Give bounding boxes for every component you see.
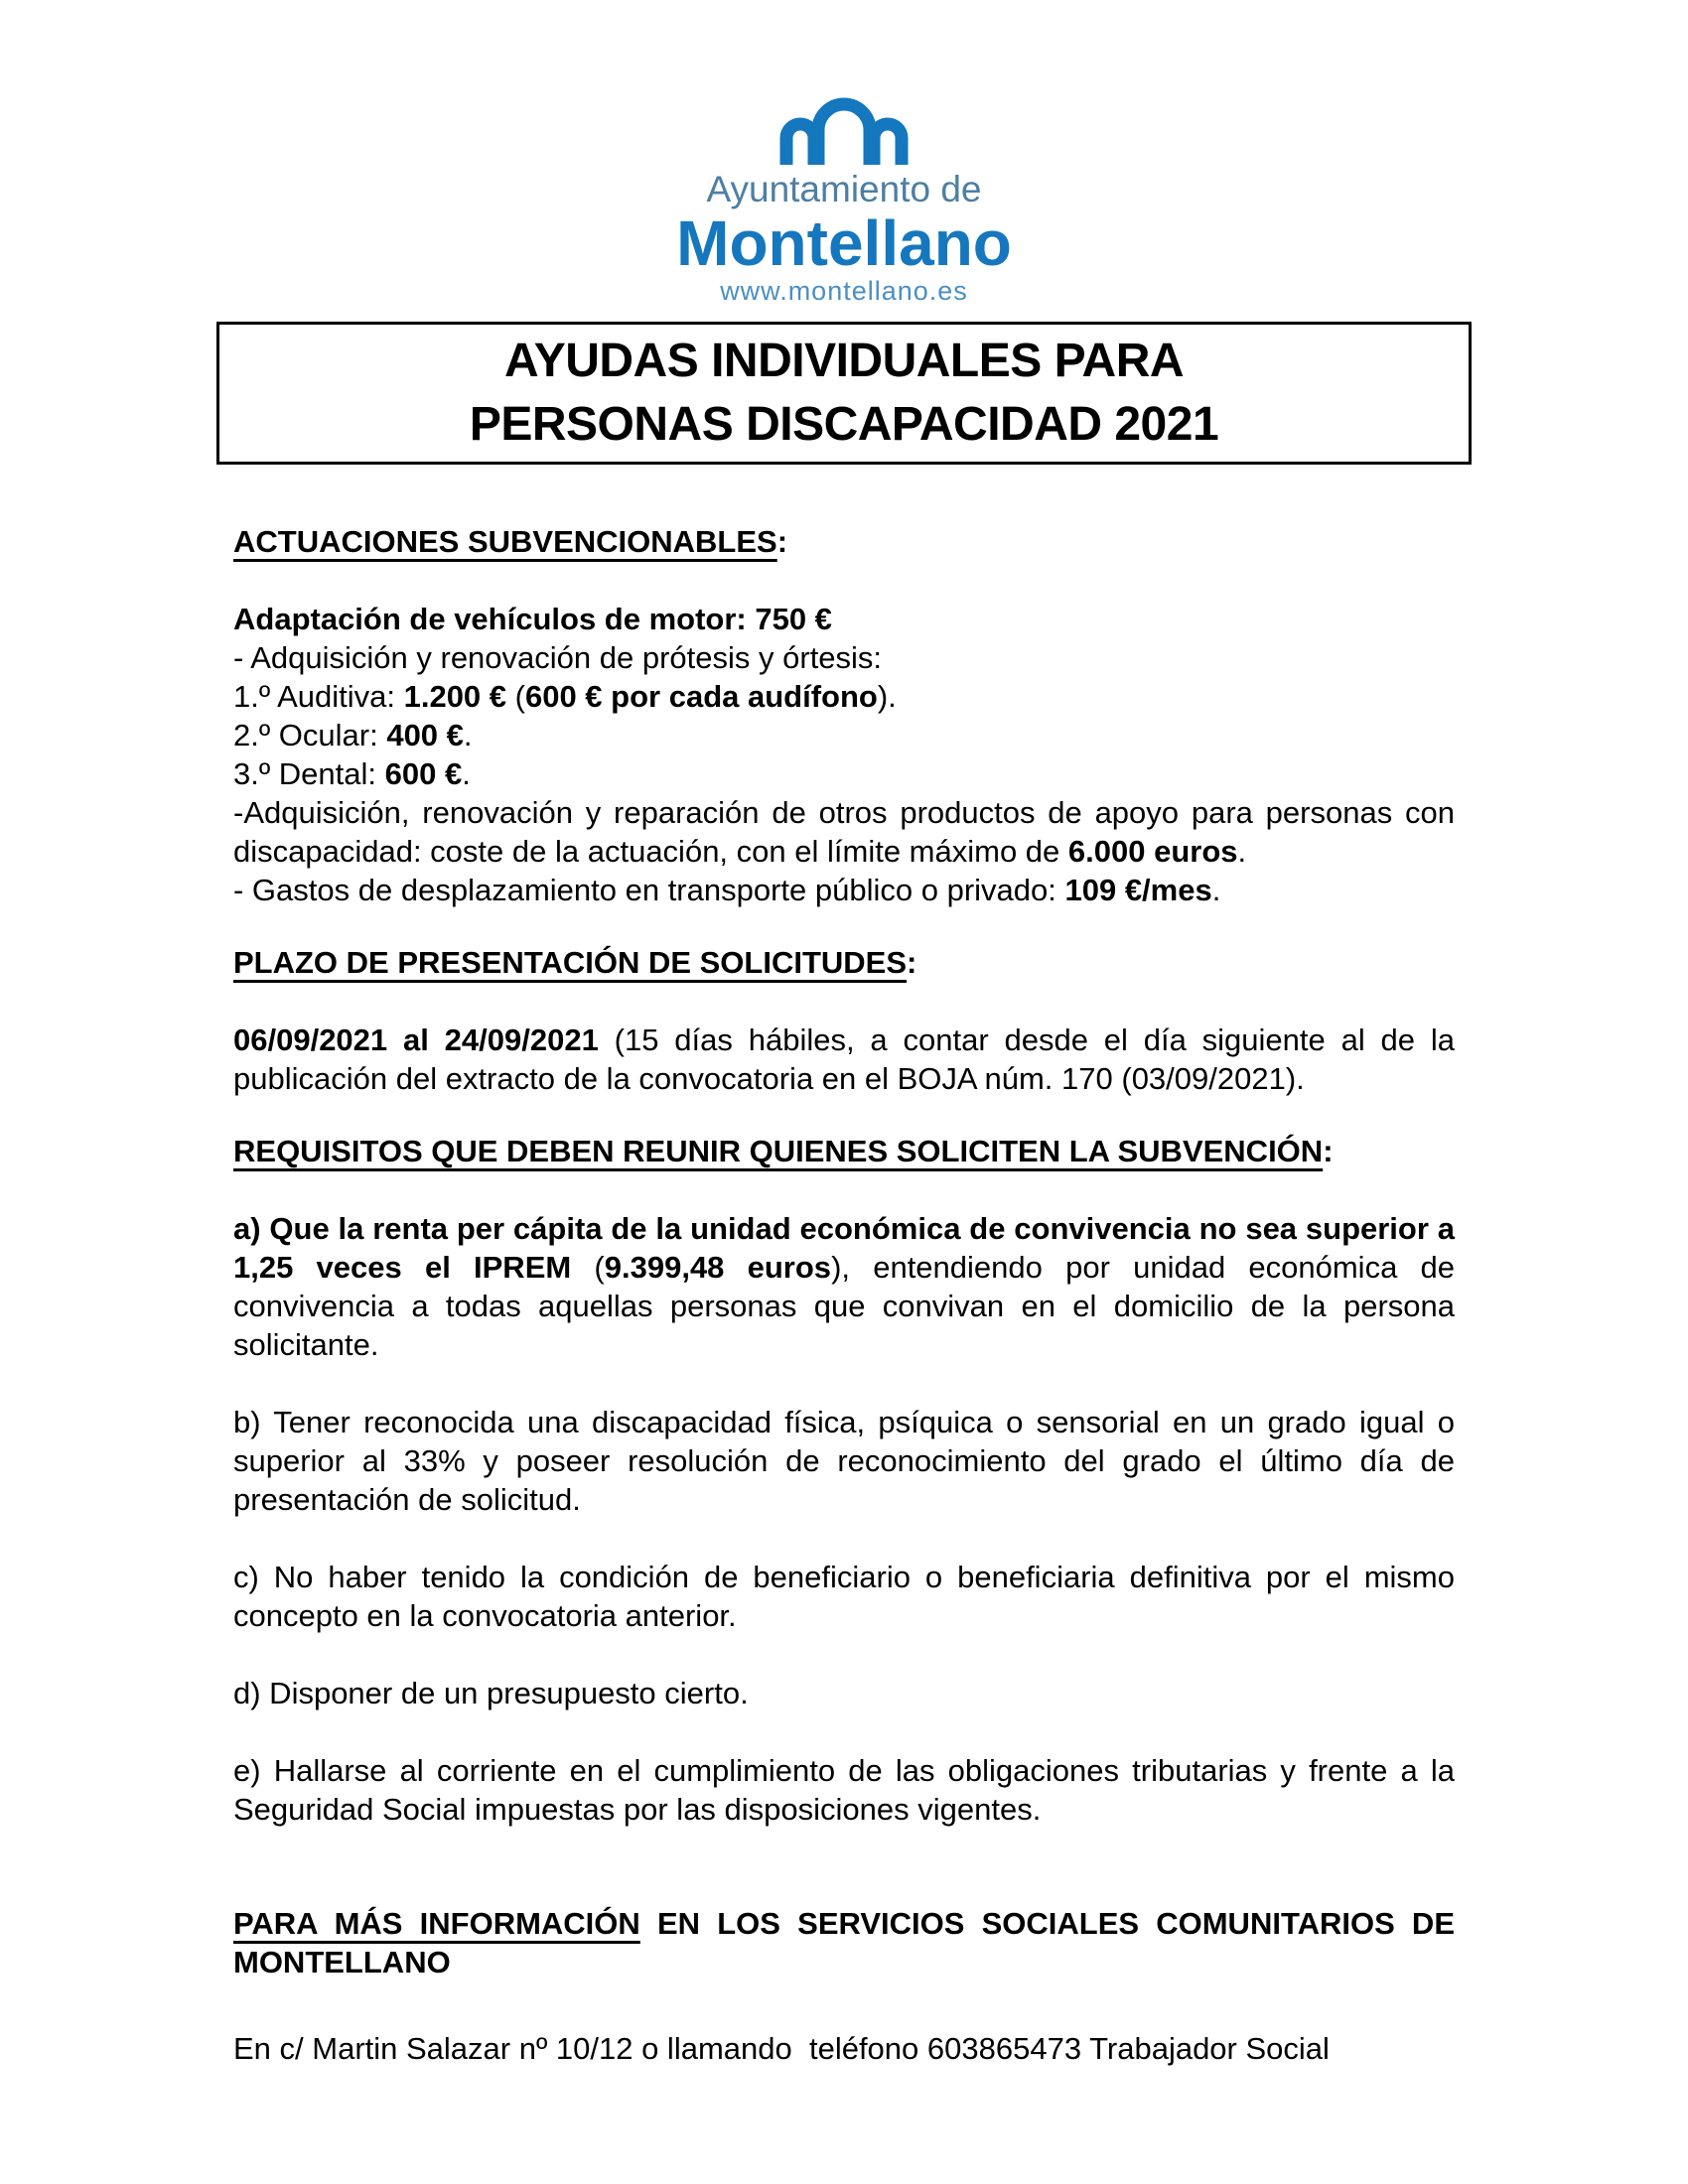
text-segment: Adaptación de vehículos de motor: 750 € (233, 602, 832, 636)
paragraph (233, 871, 1455, 909)
title-line-2: PERSONAS DISCAPACIDAD 2021 (469, 398, 1219, 451)
logo-brand-text: Montellano (676, 207, 1012, 279)
text-segment: 1.200 € (403, 679, 507, 714)
text-segment: 9.399,48 euros (604, 1250, 832, 1285)
text-segment: - Adquisición y renovación de prótesis y órtesis: (233, 640, 883, 675)
paragraph (233, 1558, 1455, 1635)
montellano-arches-icon (778, 97, 910, 165)
text-segment: En c/ Martin Salazar nº 10/12 o llamando teléfono 603865473 Trabajador Social (233, 2031, 1330, 2066)
paragraph (233, 1021, 1455, 1098)
text-segment: c) No haber tenido la condición de beneficiario o beneficiaria definitiva por el mismo concepto en la convocatoria anterior. (233, 1560, 1455, 1633)
section-heading-text: REQUISITOS QUE DEBEN REUNIR QUIENES SOLICITEN LA SUBVENCIÓN (233, 1134, 1324, 1168)
text-segment: . (462, 756, 471, 791)
paragraph (233, 1403, 1455, 1519)
text-segment: ( (571, 1250, 605, 1285)
text-segment: EN LOS SERVICIOS SOCIALES COMUNITARIOS DE MONTELLANO (233, 1906, 1455, 1979)
logo-org-text: Ayuntamiento de (706, 169, 982, 209)
paragraph (233, 754, 1455, 793)
logo (0, 0, 1688, 306)
text-segment: ). (877, 679, 897, 714)
paragraph (233, 1904, 1455, 1981)
text-segment: b) Tener reconocida una discapacidad física, psíquica o sensorial en un grado igual o superior al 33% y poseer resolución de reconocimiento del grado el último día de presentación de solicitud. (233, 1405, 1455, 1517)
text-segment: . (463, 718, 473, 752)
paragraph (233, 793, 1455, 871)
paragraph (233, 1674, 1455, 1712)
title-box (216, 322, 1472, 465)
section-heading-text: ACTUACIONES SUBVENCIONABLES (233, 524, 777, 559)
section-requisitos (233, 1132, 1455, 1829)
paragraph (233, 677, 1455, 716)
text-segment: PARA MÁS INFORMACIÓN (233, 1906, 640, 1941)
section-heading-colon: : (1323, 1134, 1334, 1168)
paragraph (233, 600, 1455, 638)
text-segment: ( (506, 679, 525, 714)
text-segment: - Gastos de desplazamiento en transporte público o privado: (233, 873, 1065, 907)
section-heading-colon: : (776, 524, 788, 559)
document-body (233, 522, 1455, 2068)
section-heading (233, 1132, 1455, 1170)
section-heading (233, 522, 1455, 561)
text-segment: e) Hallarse al corriente en el cumplimiento de las obligaciones tributarias y frente a la Seguridad Social impuestas por las disposiciones vigentes. (233, 1753, 1455, 1827)
text-segment: 6.000 euros (1067, 834, 1238, 869)
text-segment: 600 € por cada audífono (524, 679, 878, 714)
text-segment: 1.º Auditiva: (233, 679, 404, 714)
title-line-1: AYUDAS INDIVIDUALES PARA (503, 335, 1185, 387)
section-plazo (233, 943, 1455, 1098)
text-segment: 3.º Dental: (233, 756, 385, 791)
text-segment: 400 € (386, 718, 464, 752)
paragraph (233, 2029, 1455, 2068)
text-segment: 600 € (384, 756, 463, 791)
text-segment: 06/09/2021 al 24/09/2021 (233, 1023, 599, 1057)
text-segment: . (1211, 873, 1221, 907)
text-segment: (15 días hábiles, a contar desde el día siguiente al de la publicación del extracto de la convocatoria en el BOJA núm. 170 (03/09/2021). (233, 1023, 1455, 1096)
section-mas-informacion (233, 1904, 1455, 2068)
logo-website-url: www.montellano.es (720, 276, 968, 306)
text-segment: d) Disponer de un presupuesto cierto. (233, 1676, 749, 1710)
paragraph (233, 716, 1455, 754)
section-heading (233, 943, 1455, 982)
section-heading-colon: : (907, 945, 917, 980)
section-heading-text: PLAZO DE PRESENTACIÓN DE SOLICITUDES (233, 945, 908, 980)
text-segment: -Adquisición, renovación y reparación de otros productos de apoyo para personas con discapacidad: coste de la actuación, con el límite máximo de (233, 795, 1455, 869)
paragraph (233, 1209, 1455, 1364)
paragraph (233, 1751, 1455, 1829)
text-segment: a) Que la renta per cápita de la unidad económica de convivencia no sea superior a 1,25 veces el IPREM (233, 1211, 1455, 1285)
section-actuaciones (233, 522, 1455, 909)
text-segment: 109 €/mes (1064, 873, 1212, 907)
text-segment: . (1237, 834, 1247, 869)
text-segment: 2.º Ocular: (233, 718, 387, 752)
paragraph (233, 638, 1455, 677)
text-segment: ), entendiendo por unidad económica de convivencia a todas aquellas personas que convivan en el domicilio de la persona solicitante. (233, 1250, 1456, 1362)
